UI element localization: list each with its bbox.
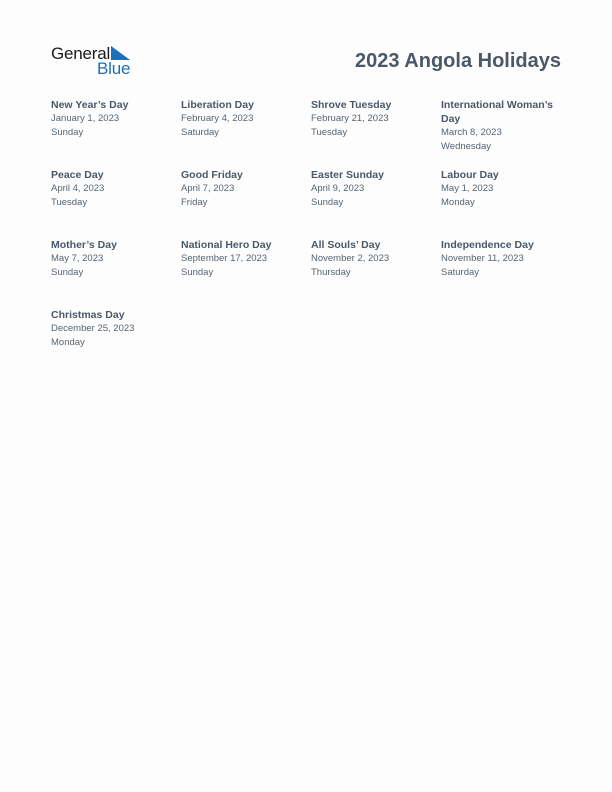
holiday-weekday: Sunday [51,267,84,278]
holiday-weekday: Monday [51,337,85,348]
holiday-name: All Souls’ Day [311,239,381,251]
holiday-name: Liberation Day [181,99,254,111]
holiday-weekday: Saturday [181,127,220,138]
holiday-name: Christmas Day [51,309,125,321]
holiday-weekday: Sunday [51,127,84,138]
holiday-name: Shrove Tuesday [311,99,392,111]
holiday-row [51,168,571,238]
holiday-weekday: Wednesday [441,141,491,152]
holiday-name: Good Friday [181,169,243,181]
holiday-date: November 2, 2023 [311,253,390,264]
holiday-name: Labour Day [441,169,499,181]
holiday-weekday: Monday [441,197,475,208]
holiday-name: International Woman’s Day [441,99,554,125]
holiday-weekday: Friday [181,197,208,208]
page-title: 2023 Angola Holidays [355,50,561,72]
holiday-item [51,308,175,350]
holiday-weekday: Tuesday [51,197,88,208]
general-blue-logo [51,44,135,78]
holiday-name: National Hero Day [181,239,272,251]
holiday-row [51,98,571,168]
holiday-date: March 8, 2023 [441,127,502,138]
holiday-item [181,238,305,280]
holiday-weekday: Sunday [181,267,214,278]
holiday-date: April 7, 2023 [181,183,235,194]
holiday-date: May 7, 2023 [51,253,104,264]
holiday-item [51,168,175,210]
holiday-weekday: Tuesday [311,127,348,138]
logo-triangle-icon [111,46,130,60]
holiday-item [51,98,175,140]
logo-word-general: General [51,44,111,63]
holiday-row [51,308,571,378]
holiday-date: February 4, 2023 [181,113,254,124]
holiday-item [181,98,305,140]
holiday-item [441,238,565,280]
holiday-date: April 9, 2023 [311,183,365,194]
holiday-item [181,168,305,210]
holiday-item [441,168,565,210]
holiday-date: April 4, 2023 [51,183,105,194]
holiday-item [51,238,175,280]
holiday-date: December 25, 2023 [51,323,135,334]
holiday-weekday: Saturday [441,267,480,278]
holiday-grid [51,98,571,378]
holiday-name: New Year’s Day [51,99,129,111]
holiday-item [441,98,565,154]
holiday-item [311,238,435,280]
holiday-date: November 11, 2023 [441,253,524,264]
holiday-item [311,98,435,140]
logo-word-blue: Blue [97,59,131,78]
holiday-date: January 1, 2023 [51,113,120,124]
holiday-weekday: Sunday [311,197,344,208]
holiday-name: Easter Sunday [311,169,384,181]
holiday-weekday: Thursday [311,267,351,278]
holiday-date: May 1, 2023 [441,183,494,194]
holiday-date: September 17, 2023 [181,253,268,264]
holiday-name: Independence Day [441,239,534,251]
holiday-date: February 21, 2023 [311,113,389,124]
holiday-item [311,168,435,210]
holiday-name: Mother’s Day [51,239,117,251]
holiday-name: Peace Day [51,169,104,181]
holiday-row [51,238,571,308]
